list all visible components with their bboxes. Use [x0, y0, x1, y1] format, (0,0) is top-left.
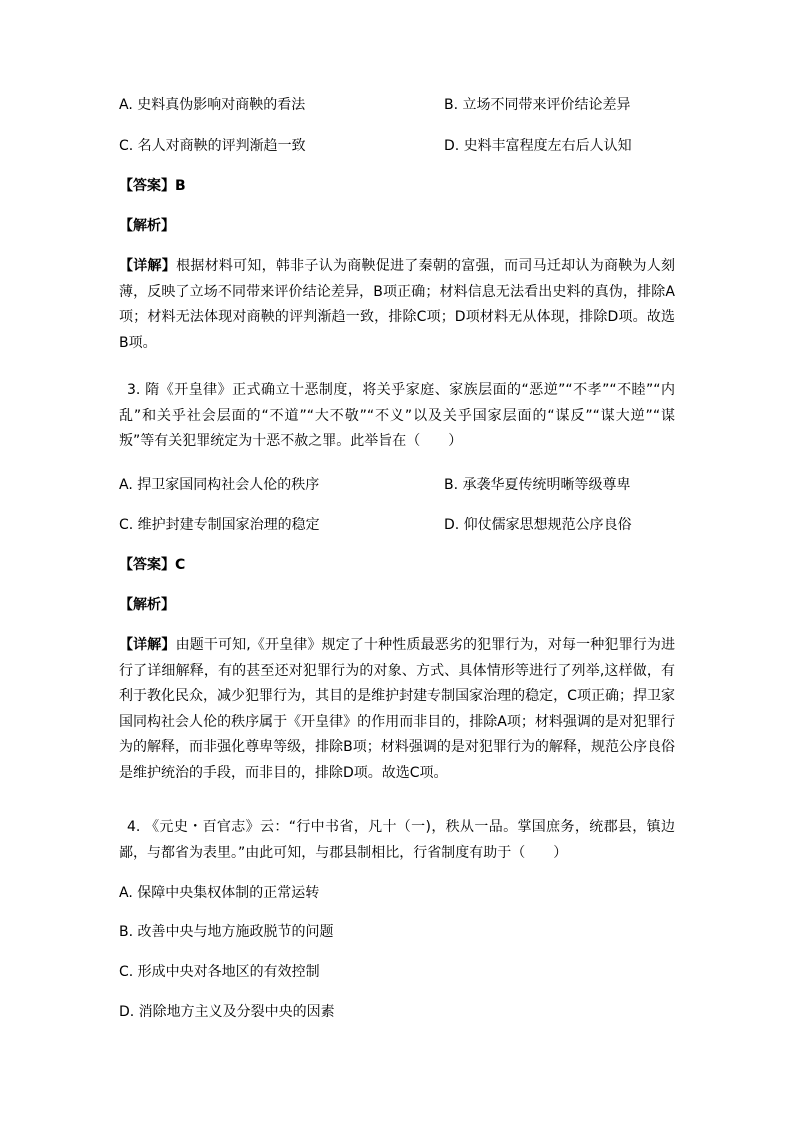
q3-detail-label: 【详解】	[119, 637, 176, 653]
q3-stem: 3. 隋《开皇律》正式确立十恶制度，将关乎家庭、家族层面的“恶逆”“不孝”“不睦”“内乱”和关乎社会层面的“不道”“大不敬”“不义”以及关乎国家层面的“谋反”“谋大逆”“谋叛”等有关犯罪统定为十恶不赦之罪。此举旨在（ ）	[119, 382, 675, 449]
q3-option-b: B. 承袭华夏传统明晰等级尊卑	[444, 477, 631, 493]
q4-option-a: A. 保障中央集权体制的正常运转	[119, 885, 320, 901]
q2-detail-paragraph	[119, 254, 675, 356]
q4-option-d: D. 消除地方主义及分裂中央的因素	[119, 1004, 335, 1020]
q4-option-b: B. 改善中央与地方施政脱节的问题	[119, 924, 334, 940]
q4-option-c: C. 形成中央对各地区的有效控制	[119, 964, 320, 980]
q2-option-b: B. 立场不同带来评价结论差异	[444, 97, 631, 113]
q3-detail-text: 由题干可知,《开皇律》规定了十种性质最恶劣的犯罪行为，对每一种犯罪行为进行了详细解释，有的甚至还对犯罪行为的对象、方式、具体情形等进行了列举,这样做，有利于教化民众，减少犯罪行为，其目的是维护封建专制国家治理的稳定，C项正确；捍卫家国同构社会人伦的秩序属于《开皇律》的作用而非目的，排除A项；材料强调的是对犯罪行为的解释，而非强化尊卑等级，排除B项；材料强调的是对犯罪行为的解释，规范公序良俗是维护统治的手段，而非目的，排除D项。故选C项。	[119, 637, 676, 781]
q2-answer: 【答案】B	[119, 178, 186, 194]
q2-option-a: A. 史料真伪影响对商鞅的看法	[119, 97, 306, 113]
q2-option-c: C. 名人对商鞅的评判渐趋一致	[119, 138, 306, 154]
q3-answer: 【答案】C	[119, 557, 186, 573]
q2-detail-text: 根据材料可知，韩非子认为商鞅促进了秦朝的富强，而司马迁却认为商鞅为人刻薄，反映了立场不同带来评价结论差异，B项正确；材料信息无法看出史料的真伪，排除A项；材料无法体现对商鞅的评判渐趋一致，排除C项；D项材料无从体现，排除D项。故选B项。	[119, 258, 676, 351]
q3-detail-paragraph	[119, 633, 675, 786]
q3-option-a: A. 捍卫家国同构社会人伦的秩序	[119, 477, 320, 493]
q4-stem: 4. 《元史・百官志》云：“行中书省，凡十（一)，秩从一品。掌国庶务，统郡县，镇边鄙，与都省为表里。”由此可知，与郡县制相比，行省制度有助于（ ）	[119, 819, 675, 861]
q3-analysis-label: 【解析】	[119, 597, 175, 613]
q2-option-d: D. 史料丰富程度左右后人认知	[444, 138, 632, 154]
q3-option-c: C. 维护封建专制国家治理的稳定	[119, 517, 320, 533]
q2-detail-label: 【详解】	[119, 258, 177, 274]
q3-option-d: D. 仰仗儒家思想规范公序良俗	[444, 517, 632, 533]
q2-analysis-label: 【解析】	[119, 218, 175, 234]
